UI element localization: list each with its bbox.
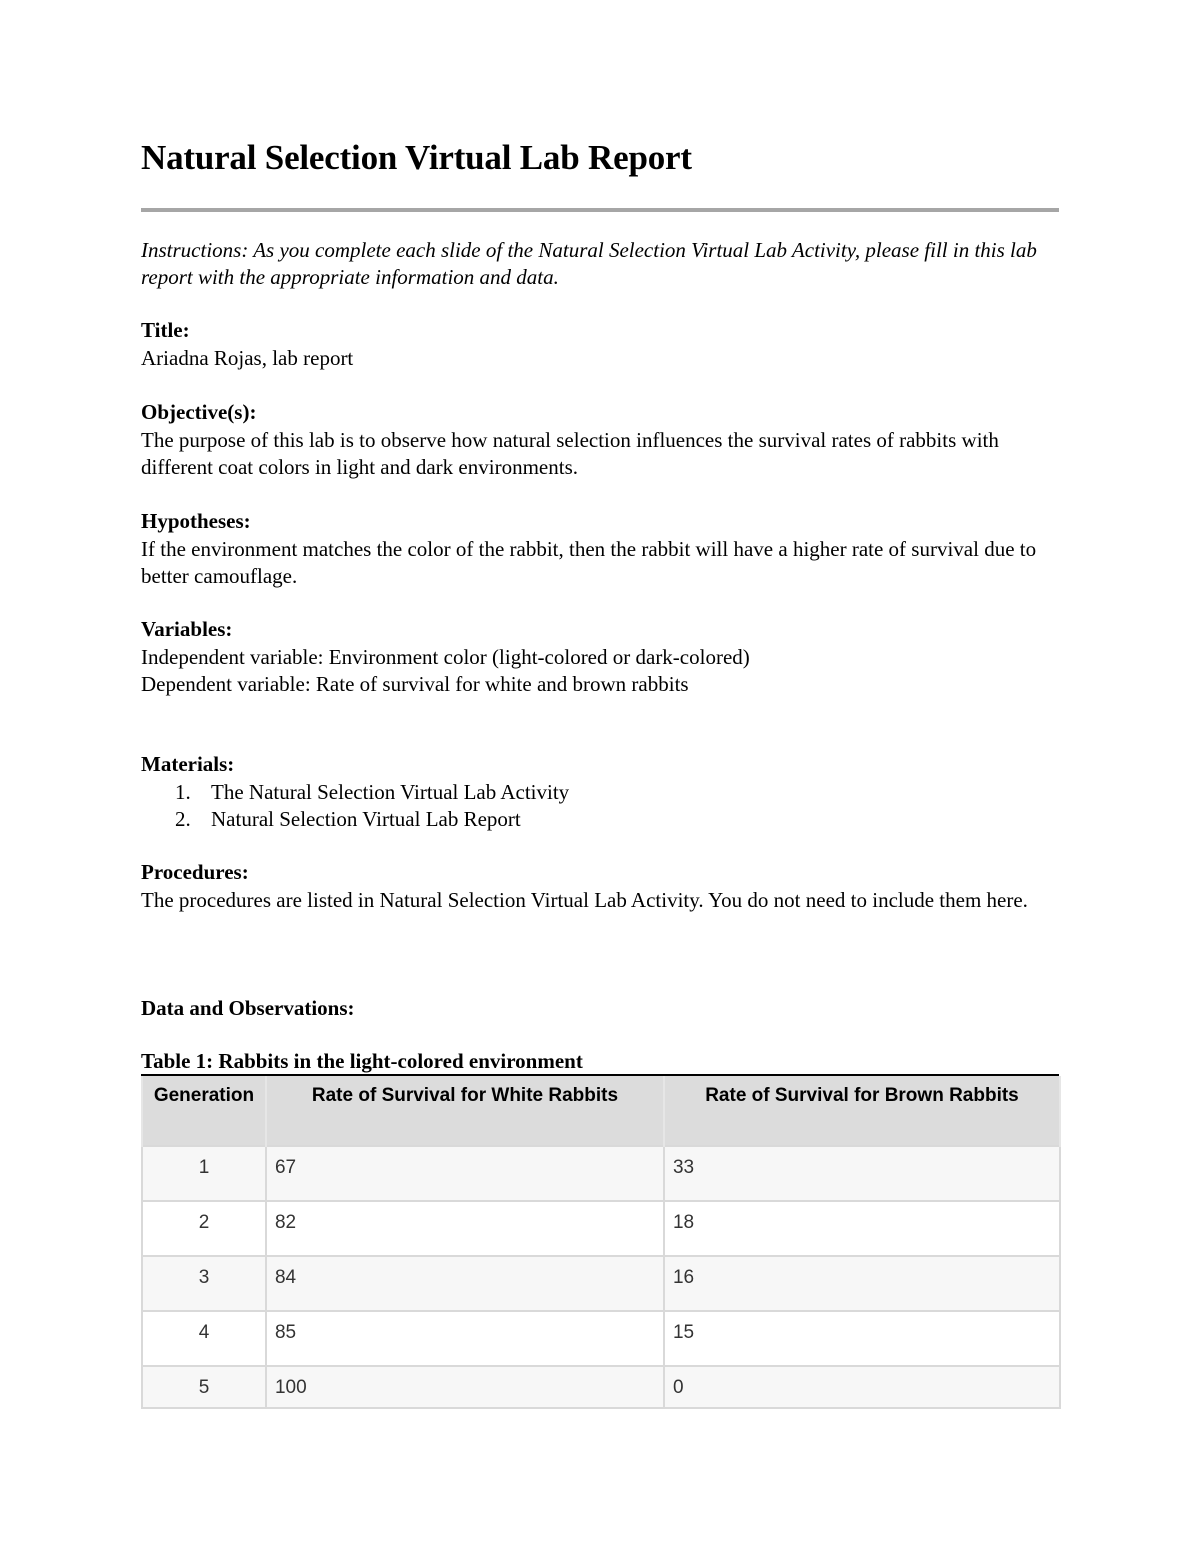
- table-row: [142, 1201, 1060, 1256]
- section-procedures-heading: Procedures:: [141, 860, 249, 884]
- section-data: [141, 995, 1059, 1023]
- section-title-text: Ariadna Rojas, lab report: [141, 345, 354, 370]
- section-hypotheses-text: If the environment matches the color of the rabbit, then the rabbit will have a higher rate of survival due to better camouflage.: [141, 536, 1037, 588]
- brown-survival-cell: 16: [664, 1256, 1060, 1311]
- white-survival-cell: 85: [266, 1311, 664, 1366]
- generation-cell: 5: [142, 1366, 266, 1408]
- section-variables: [141, 616, 1059, 699]
- list-item-text: The Natural Selection Virtual Lab Activity: [211, 779, 570, 804]
- table-caption: Table 1: Rabbits in the light-colored environment: [141, 1049, 583, 1073]
- section-procedures: [141, 859, 1059, 914]
- table-header-row: [142, 1076, 1060, 1146]
- column-header-white-rabbits: Rate of Survival for White Rabbits: [266, 1076, 664, 1146]
- white-survival-cell: 100: [266, 1366, 664, 1408]
- section-data-heading: Data and Observations:: [141, 996, 355, 1020]
- title-divider: [141, 208, 1059, 212]
- brown-survival-cell: 33: [664, 1146, 1060, 1201]
- brown-survival-cell: 18: [664, 1201, 1060, 1256]
- white-survival-cell: 67: [266, 1146, 664, 1201]
- section-variables-heading: Variables:: [141, 617, 233, 641]
- section-materials-heading: Materials:: [141, 752, 235, 776]
- generation-cell: 4: [142, 1311, 266, 1366]
- table-row: [142, 1146, 1060, 1201]
- section-title-heading: Title:: [141, 318, 190, 342]
- materials-list-item: [141, 806, 1059, 834]
- list-item-number: 1.: [175, 779, 191, 804]
- section-objectives: [141, 399, 1059, 482]
- white-survival-cell: 82: [266, 1201, 664, 1256]
- table-row: [142, 1256, 1060, 1311]
- dependent-variable-text: Dependent variable: Rate of survival for white and brown rabbits: [141, 672, 689, 696]
- section-title: [141, 317, 1059, 372]
- rabbits-light-environment-table: [141, 1076, 1061, 1409]
- list-item-number: 2.: [175, 807, 191, 831]
- document-title: Natural Selection Virtual Lab Report: [141, 138, 692, 177]
- materials-list-item: [141, 779, 1059, 807]
- brown-survival-cell: 15: [664, 1311, 1060, 1366]
- generation-cell: 2: [142, 1201, 266, 1256]
- section-objectives-text: The purpose of this lab is to observe how natural selection influences the survival rates of rabbits with different coat colors in light and dark environments.: [141, 427, 999, 479]
- generation-cell: 3: [142, 1256, 266, 1311]
- section-objectives-heading: Objective(s):: [141, 400, 257, 424]
- section-hypotheses: [141, 508, 1059, 591]
- brown-survival-cell: 0: [664, 1366, 1060, 1408]
- white-survival-cell: 84: [266, 1256, 664, 1311]
- independent-variable-text: Independent variable: Environment color (light-colored or dark-colored): [141, 644, 750, 669]
- instructions-text: Instructions: As you complete each slide of the Natural Selection Virtual Lab Activity, please fill in this lab report with the appropriate information and data.: [141, 238, 1037, 289]
- section-procedures-text: The procedures are listed in Natural Selection Virtual Lab Activity. You do not need to include them here.: [141, 887, 1028, 912]
- generation-cell: 1: [142, 1146, 266, 1201]
- table-row: [142, 1311, 1060, 1366]
- section-materials: [141, 751, 1059, 834]
- list-item-text: Natural Selection Virtual Lab Report: [211, 807, 521, 831]
- column-header-generation: Generation: [142, 1076, 266, 1146]
- column-header-brown-rabbits: Rate of Survival for Brown Rabbits: [664, 1076, 1060, 1146]
- section-hypotheses-heading: Hypotheses:: [141, 509, 251, 533]
- table-row: [142, 1366, 1060, 1408]
- materials-list: [141, 779, 1059, 834]
